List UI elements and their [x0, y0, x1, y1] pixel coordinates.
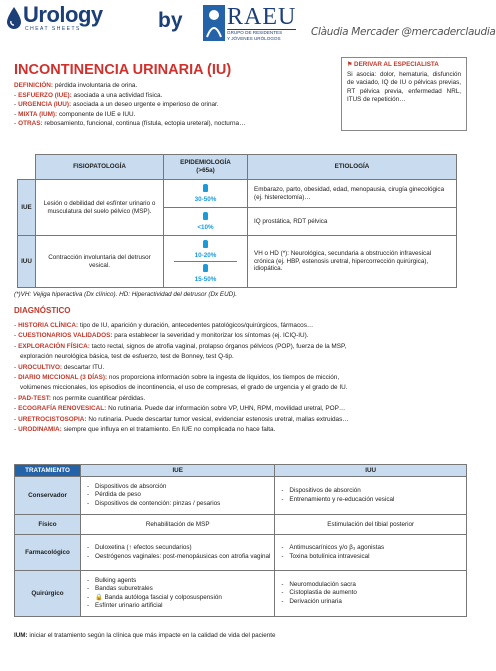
definition-item: - ESFUERZO (IUE): asociada a una actividad física. — [14, 91, 163, 99]
list-item: - PAD-TEST: nos permite cuantificar pérdidas. — [14, 394, 146, 402]
row-label-farmacologico: Farmacológico — [15, 535, 81, 571]
table-row — [18, 180, 457, 208]
diagnostico-title: DIAGNÓSTICO — [14, 306, 71, 315]
footer-note — [14, 632, 275, 640]
urology-cheat-sheets-logo — [6, 4, 103, 32]
footer-term: IUM: — [14, 632, 28, 639]
row-label-iuu: IUU — [18, 236, 36, 288]
header-iue: IUE — [81, 465, 275, 477]
row-label-fisico: Físico — [15, 515, 81, 535]
list-item: - EXPLORACIÓN FÍSICA: tacto rectal, signos de atrofia vaginal, prolapso órganos pélvicos (POP), fuerza de la MSP, — [14, 342, 347, 350]
epi-iue-male: <10% — [197, 224, 214, 231]
definition-item: - URGENCIA (IUU): asociada a un deseo urgente e imperioso de orinar. — [14, 101, 219, 109]
referral-box — [341, 57, 467, 131]
table-row — [15, 535, 467, 571]
list-item: - URETROCISTOSOPIA: No rutinaria. Puede descartar tumor vesical, evidenciar estenosis uretral, mallas extruidas… — [14, 415, 349, 423]
page-title: INCONTINENCIA URINARIA (IU) — [14, 62, 232, 78]
list-item: - Antimuscarínicos y/o β₃ agonistas — [279, 544, 462, 553]
row-label-conservador: Conservador — [15, 477, 81, 515]
author-signature: Clàudia Mercader @mercaderclaudia — [311, 26, 496, 38]
definition-label: DEFINICIÓN: — [14, 82, 54, 89]
by-word: by — [158, 9, 183, 32]
list-item: - Derivación urinaria — [279, 598, 462, 607]
epi-iue-female: 30-50% — [194, 196, 217, 203]
definition-item: - OTRAS: rebosamiento, funcional, continua (fístula, ectopia ureteral), nocturna… — [14, 120, 246, 128]
list-item: - Oestrógenos vaginales: post-menopáusicas con atrofia vaginal — [85, 553, 270, 562]
etio-iue-male: IQ prostática, RDT pélvica — [248, 208, 457, 236]
fisiopatologia-table — [17, 154, 457, 288]
list-item: - Dispositivos de absorción — [279, 487, 462, 496]
list-item: - Dispositivos de contención: pinzas / pesarios — [85, 500, 270, 509]
list-item: - Dispositivos de absorción — [85, 483, 270, 492]
header-iuu: IUU — [275, 465, 467, 477]
referral-text: Si asocia: dolor, hematuria, disfunción de vaciado, IQ de IU o pélvicas previas, RT pélvica previa, enfermedad NRL, ITUS de repetición… — [347, 70, 461, 103]
brand-title: Urology — [23, 2, 103, 27]
raeu-subtitle-1: GRUPO DE RESIDENTES — [227, 30, 283, 35]
table-row — [18, 236, 457, 288]
table-row — [15, 571, 467, 617]
man-icon — [203, 212, 208, 220]
list-item: - 🔒 Banda autóloga fascial y colposuspensión — [85, 594, 270, 603]
list-item: - Cistoplastia de aumento — [279, 589, 462, 598]
woman-icon — [203, 184, 208, 192]
list-item: - HISTORIA CLÍNICA: tipo de IU, aparición y duración, antecedentes patológicos/quirúrgicos, fármacos… — [14, 322, 314, 329]
raeu-logo — [203, 5, 307, 43]
list-item: - Neuromodulación sacra — [279, 581, 462, 590]
etio-iuu: VH o HD (*): Neurológica, secundaria a obstrucción infravesical crónica (ej. HBP, estenosis uretral, hipercorrección quirúrgica), idiopática. — [248, 236, 457, 288]
list-item: - Bandas suburetrales — [85, 585, 270, 594]
diagnostico-list — [14, 322, 469, 436]
list-item: - CUESTIONARIOS VALIDADOS: para establecer la severidad y monitorizar los síntomas (ej. ICIQ-IU). — [14, 332, 309, 340]
definition-section — [14, 82, 340, 130]
raeu-title: RAEU — [227, 4, 297, 30]
list-item: - Pérdida de peso — [85, 491, 270, 500]
epi-iuu-female: 10-20% — [194, 252, 217, 260]
row-label-iue: IUE — [18, 180, 36, 236]
list-item: - ECOGRAFÍA RENOVESICAL: No rutinaria. Puede dar información sobre VP, UHN, RPM, movilidad uretral, POP… — [14, 405, 346, 413]
fisico-iue: Rehabilitación de MSP — [81, 515, 275, 535]
list-item: - URODINAMIA: siempre que influya en el tratamiento. En IUE no complicada no hace falta. — [14, 425, 276, 433]
row-label-quirurgico: Quirúrgico — [15, 571, 81, 617]
list-item: - Esfínter urinario artificial — [85, 602, 270, 611]
fisio-iue: Lesión o debilidad del esfínter urinario o musculatura del suelo pélvico (MSP). — [36, 180, 164, 236]
definition-item: - MIXTA (IUM): componente de IUE e IUU. — [14, 110, 136, 118]
list-item: - Bulking agents — [85, 577, 270, 586]
woman-icon — [203, 240, 208, 248]
brand-subtitle: CHEAT SHEETS — [25, 26, 81, 32]
referral-title: DERIVAR AL ESPECIALISTA — [354, 61, 439, 68]
header-fisiopatologia: FISIOPATOLOGÍA — [36, 155, 164, 180]
raeu-subtitle-2: Y JÓVENES URÓLOGOS — [227, 35, 281, 41]
list-item: - Duloxetina (↑ efectos secundarios) — [85, 544, 270, 553]
epi-iuu-male: 15-50% — [194, 275, 217, 283]
list-item: - Entrenamiento y re-educación vesical — [279, 496, 462, 505]
man-icon — [203, 264, 208, 272]
table-row — [15, 477, 467, 515]
urology-drop-icon — [6, 6, 22, 30]
list-item: - UROCULTIVO: descartar ITU. — [14, 363, 105, 371]
fisio-iuu: Contracción involuntaria del detrusor vesical. — [36, 236, 164, 288]
header-etiologia: ETIOLOGÍA — [248, 155, 457, 180]
raeu-emblem-icon — [203, 5, 225, 41]
header-tratamiento: TRATAMIENTO — [15, 465, 81, 477]
header-epidemiologia: EPIDEMIOLOGÍA (>65a) — [164, 155, 248, 180]
footer-text: iniciar el tratamiento según la clínica que más impacte en la calidad de vida del paciente — [29, 632, 276, 639]
table-row — [15, 515, 467, 535]
definition-text: pérdida involuntaria de orina. — [54, 82, 138, 89]
fisico-iuu: Estimulación del tibial posterior — [275, 515, 467, 535]
vh-footnote: (*)VH: Vejiga hiperactiva (Dx clínico). HD: Hiperactividad del detrusor (Dx EUD). — [14, 291, 238, 298]
list-item: - DIARIO MICCIONAL (3 DÍAS): nos proporciona información sobre la ingesta de líquidos, los tiempos de micción, — [14, 373, 340, 381]
list-item-continuation: exploración neurológica básica, test de esfuerzo, test de Bonney, test Q-tip. — [20, 353, 234, 361]
treatment-table — [14, 464, 467, 617]
etio-iue-female: Embarazo, parto, obesidad, edad, menopausia, cirugía ginecológica (ej. histerectomía)… — [248, 180, 457, 208]
list-item-continuation: volúmenes miccionales, los episodios de incontinencia, el uso de compresas, el grado de urgencia y el grado de IU. — [20, 384, 348, 392]
warning-flag-icon: ⚑ — [347, 62, 355, 68]
list-item: - Toxina botulínica intravesical — [279, 553, 462, 562]
